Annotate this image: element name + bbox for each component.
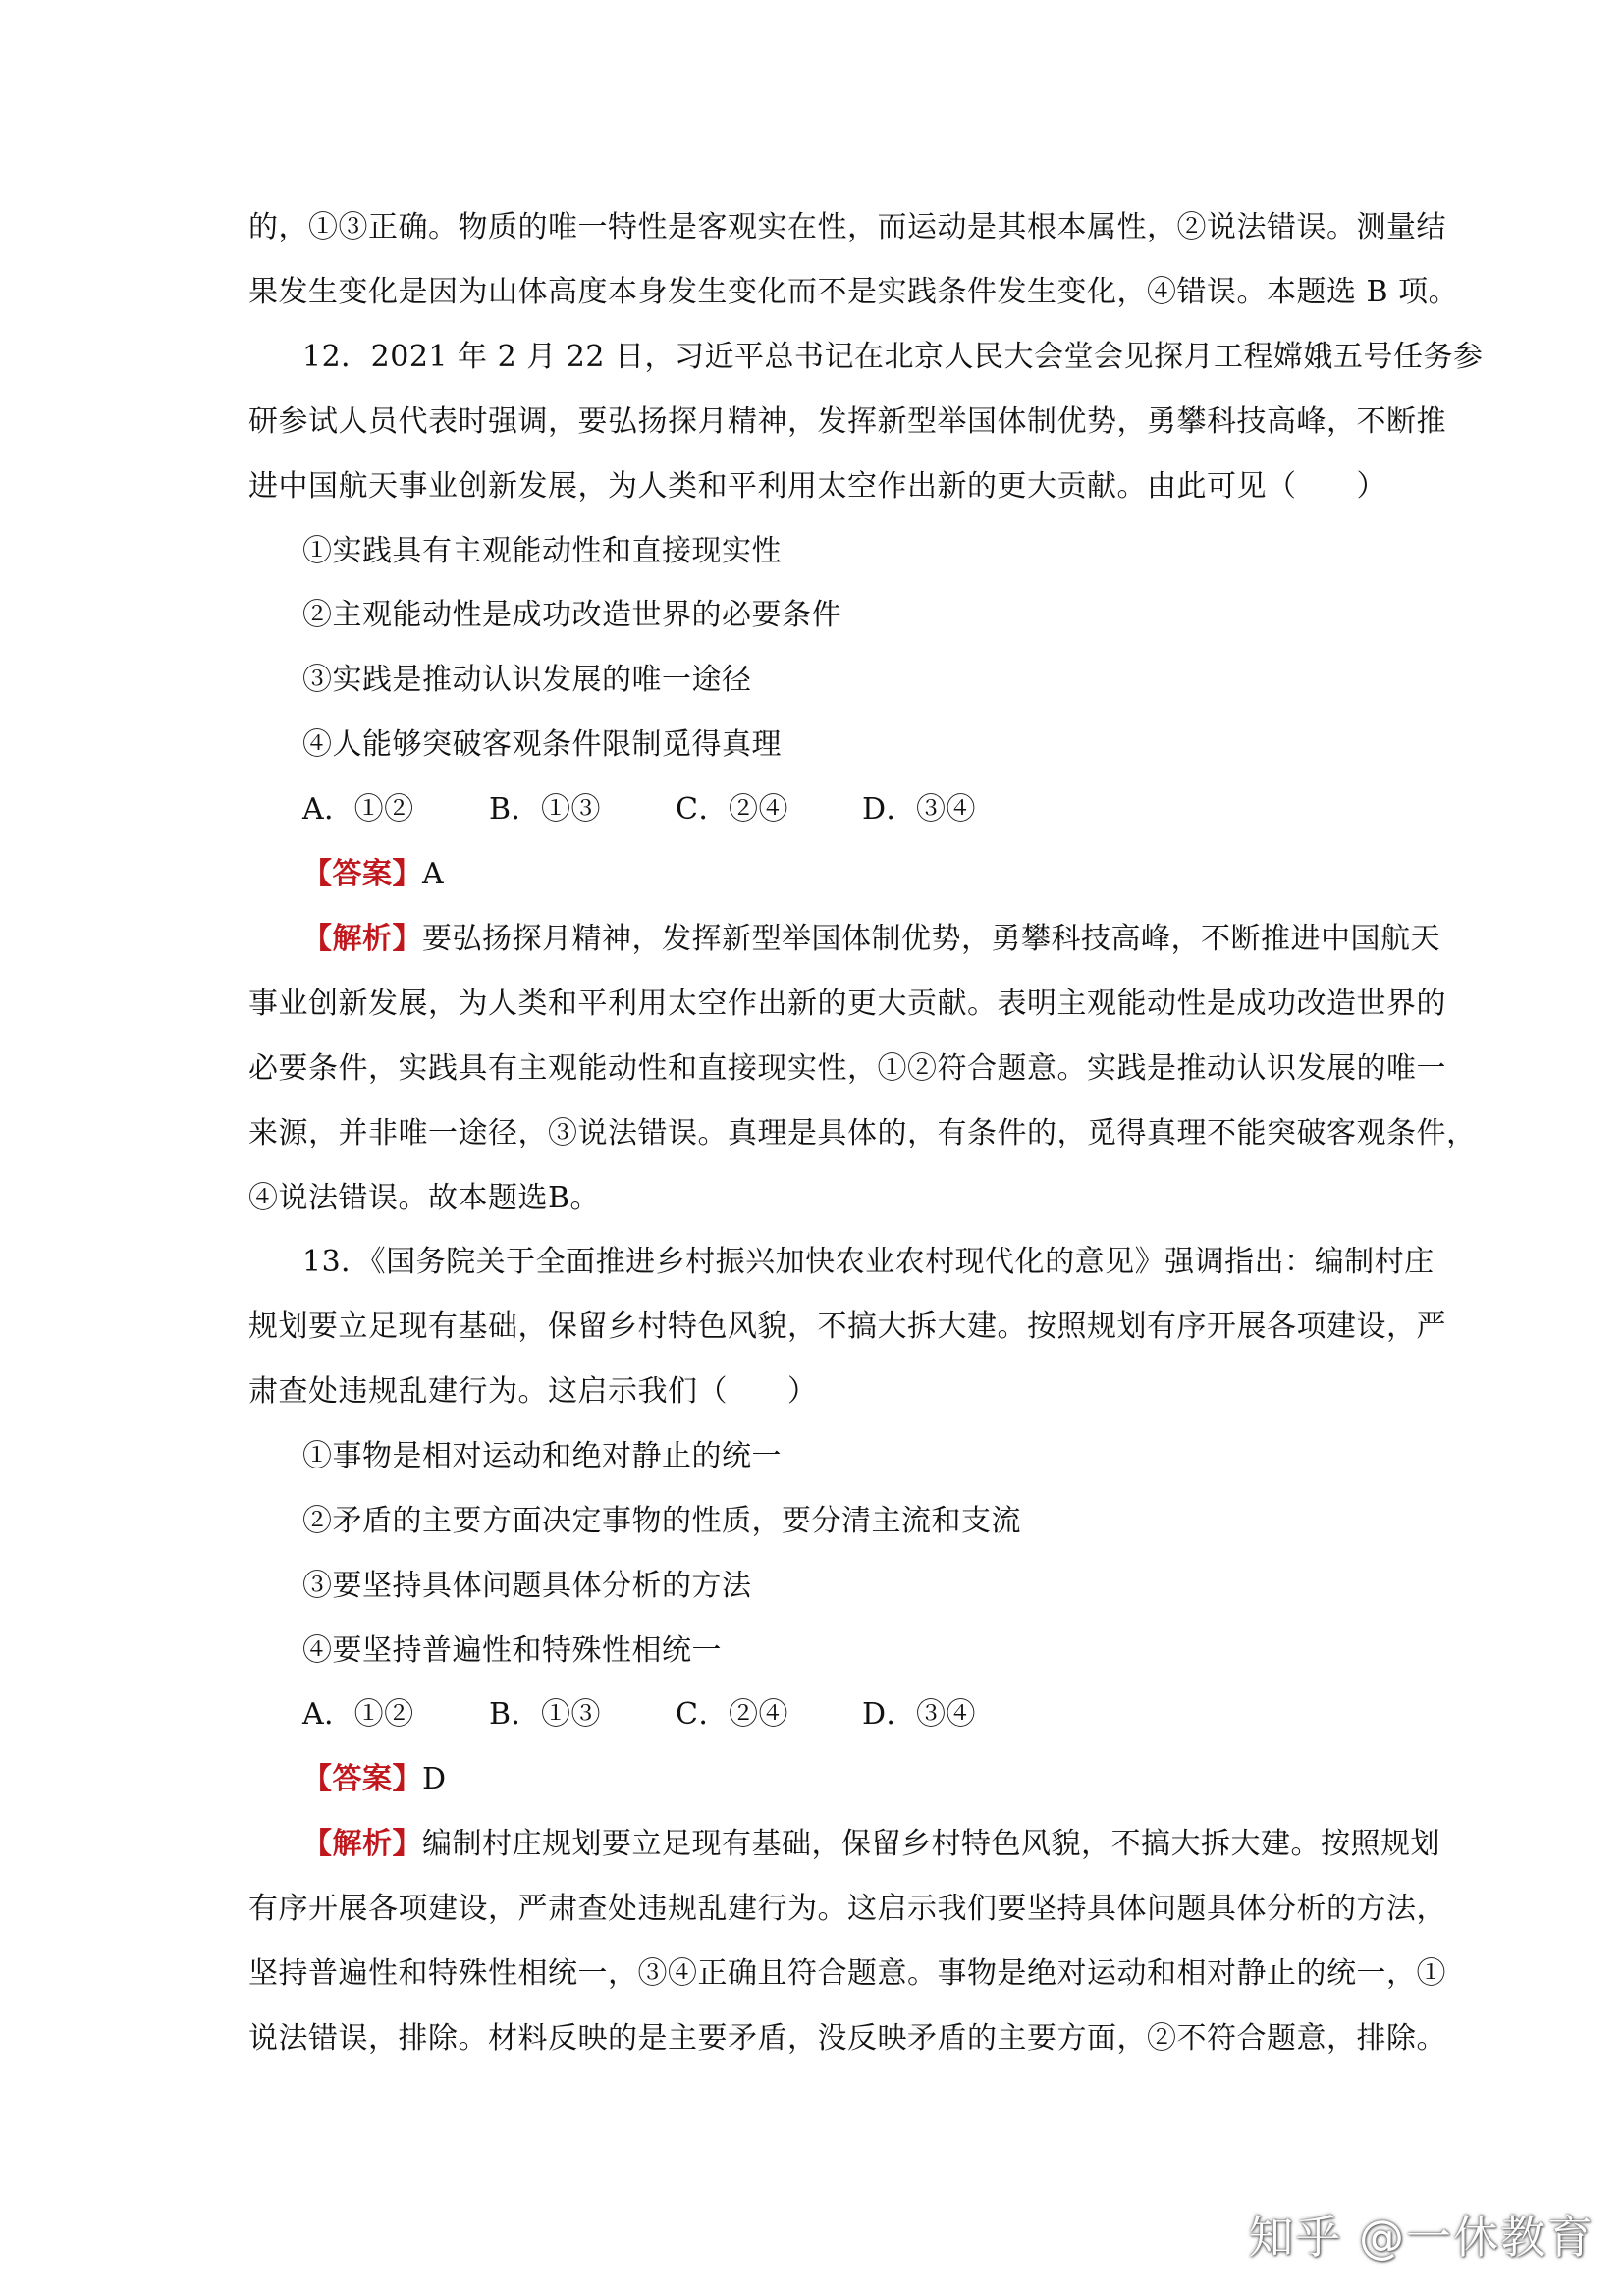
q12-analysis-line: 来源，并非唯一途径，③说法错误。真理是具体的，有条件的，觅得真理不能突破客观条件， bbox=[248, 1116, 1477, 1150]
q12-option-c: C．②④ bbox=[676, 792, 788, 827]
q12-answer bbox=[302, 855, 444, 894]
q13-stem-line: 肃查处违规乱建行为。这启示我们（ ） bbox=[248, 1374, 818, 1409]
analysis-tag: 【解析】 bbox=[302, 922, 422, 956]
q12-analysis-line bbox=[302, 920, 1440, 959]
analysis-text: 要弘扬探月精神，发挥新型举国体制优势，勇攀科技高峰，不断推进中国航天 bbox=[422, 922, 1440, 956]
q13-analysis-line: 坚持普遍性和特殊性相统一，③④正确且符合题意。事物是绝对运动和相对静止的统一，① bbox=[248, 1956, 1446, 1991]
q13-option-d: D．③④ bbox=[862, 1697, 977, 1732]
answer-tag: 【答案】 bbox=[302, 857, 422, 891]
q12-analysis-line: 必要条件，实践具有主观能动性和直接现实性，①②符合题意。实践是推动认识发展的唯一 bbox=[248, 1051, 1446, 1086]
q12-statement: ③实践是推动认识发展的唯一途径 bbox=[302, 663, 752, 697]
q13-analysis-line: 说法错误，排除。材料反映的是主要矛盾，没反映矛盾的主要方面，②不符合题意，排除。 bbox=[248, 2021, 1446, 2056]
q12-stem-line: 进中国航天事业创新发展，为人类和平利用太空作出新的更大贡献。由此可见（ ） bbox=[248, 469, 1386, 504]
answer-tag: 【答案】 bbox=[302, 1762, 422, 1796]
paragraph-line: 果发生变化是因为山体高度本身发生变化而不是实践条件发生变化，④错误。本题选 B 项。 bbox=[248, 275, 1459, 309]
q12-analysis-line: 事业创新发展，为人类和平利用太空作出新的更大贡献。表明主观能动性是成功改造世界的 bbox=[248, 987, 1446, 1021]
q13-analysis-line bbox=[302, 1825, 1440, 1864]
answer-value: D bbox=[422, 1762, 447, 1796]
q13-statement: ④要坚持普遍性和特殊性相统一 bbox=[302, 1633, 722, 1668]
q12-options bbox=[302, 790, 976, 829]
analysis-text: 编制村庄规划要立足现有基础，保留乡村特色风貌，不搞大拆大建。按照规划 bbox=[422, 1827, 1440, 1861]
q13-options bbox=[302, 1695, 976, 1735]
paragraph-line: 的，①③正确。物质的唯一特性是客观实在性，而运动是其根本属性，②说法错误。测量结 bbox=[248, 210, 1446, 244]
q12-stem-line: 12．2021 年 2 月 22 日，习近平总书记在北京人民大会堂会见探月工程嫦娥五号任务参 bbox=[302, 340, 1484, 374]
answer-value: A bbox=[422, 857, 445, 891]
q13-statement: ①事物是相对运动和绝对静止的统一 bbox=[302, 1439, 782, 1473]
q13-option-b: B．①③ bbox=[489, 1697, 602, 1732]
q13-option-a: A．①② bbox=[302, 1697, 414, 1732]
q12-analysis-line: ④说法错误。故本题选B。 bbox=[248, 1181, 601, 1215]
q12-option-d: D．③④ bbox=[862, 792, 977, 827]
analysis-tag: 【解析】 bbox=[302, 1827, 422, 1861]
q12-stem-line: 研参试人员代表时强调，要弘扬探月精神，发挥新型举国体制优势，勇攀科技高峰，不断推 bbox=[248, 404, 1446, 439]
q13-stem-line: 13．《国务院关于全面推进乡村振兴加快农业农村现代化的意见》强调指出：编制村庄 bbox=[302, 1245, 1435, 1279]
q13-statement: ③要坚持具体问题具体分析的方法 bbox=[302, 1569, 752, 1603]
q13-statement: ②矛盾的主要方面决定事物的性质，要分清主流和支流 bbox=[302, 1504, 1021, 1538]
q13-answer bbox=[302, 1760, 447, 1799]
q12-option-b: B．①③ bbox=[489, 792, 602, 827]
q13-option-c: C．②④ bbox=[676, 1697, 788, 1732]
q12-option-a: A．①② bbox=[302, 792, 414, 827]
q12-statement: ②主观能动性是成功改造世界的必要条件 bbox=[302, 598, 841, 632]
q13-analysis-line: 有序开展各项建设，严肃查处违规乱建行为。这启示我们要坚持具体问题具体分析的方法， bbox=[248, 1892, 1446, 1926]
q12-statement: ①实践具有主观能动性和直接现实性 bbox=[302, 534, 782, 568]
q13-stem-line: 规划要立足现有基础，保留乡村特色风貌，不搞大拆大建。按照规划有序开展各项建设，严 bbox=[248, 1309, 1446, 1344]
watermark: 知乎 @一休教育 bbox=[1248, 2211, 1595, 2264]
q12-statement: ④人能够突破客观条件限制觅得真理 bbox=[302, 727, 782, 762]
